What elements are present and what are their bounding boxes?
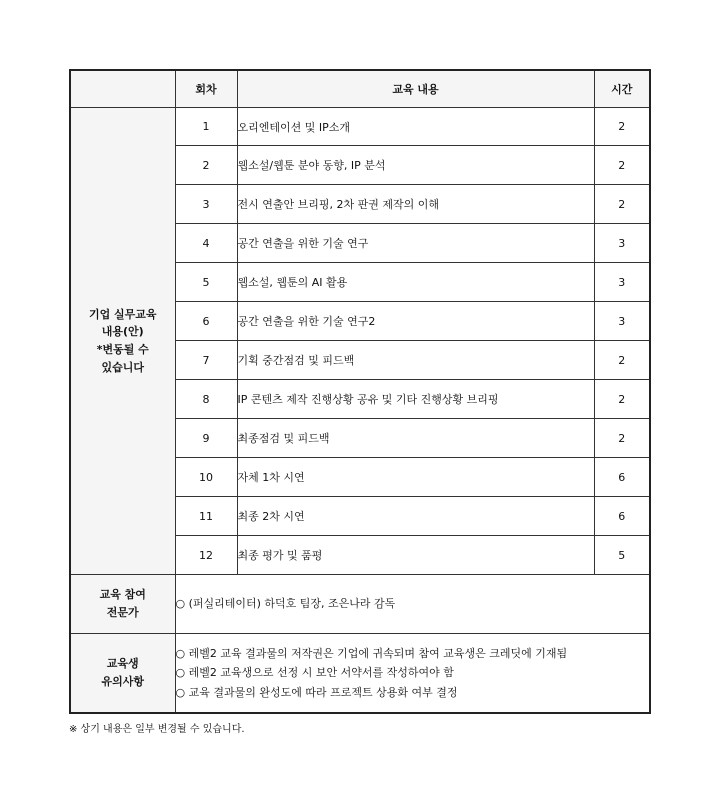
note-item: ○ 레벨2 교육생으로 선정 시 보안 서약서를 작성하여야 함 (175, 666, 454, 680)
row-content: 기획 중간점검 및 피드백 (237, 341, 594, 380)
row-content: 웹소설/웹툰 분야 동향, IP 분석 (237, 146, 594, 185)
row-content: 자체 1차 시연 (237, 458, 594, 497)
side-label-line: 기업 실무교육 (88, 307, 157, 321)
notes-label (70, 634, 175, 714)
expert-text: ○ (퍼실리테이터) 하덕호 팀장, 조은나라 감독 (175, 575, 650, 634)
row-number: 1 (175, 108, 237, 146)
row-content: 공간 연출을 위한 기술 연구 (237, 224, 594, 263)
row-hours: 6 (594, 458, 650, 497)
row-hours: 2 (594, 380, 650, 419)
row-number: 5 (175, 263, 237, 302)
row-number: 11 (175, 497, 237, 536)
notes-label-line: 교육생 (106, 657, 139, 671)
row-hours: 2 (594, 341, 650, 380)
row-content: 공간 연출을 위한 기술 연구2 (237, 302, 594, 341)
row-hours: 2 (594, 419, 650, 458)
row-hours: 3 (594, 224, 650, 263)
notes-row (70, 634, 650, 714)
row-content: 오리엔테이션 및 IP소개 (237, 108, 594, 146)
note-item: ○ 레벨2 교육 결과물의 저작권은 기업에 귀속되며 참여 교육생은 크레딧에 기재됨 (175, 647, 568, 661)
row-number: 4 (175, 224, 237, 263)
notes-label-line: 유의사항 (101, 675, 144, 688)
note-item: ○ 교육 결과물의 완성도에 따라 프로젝트 상용화 여부 결정 (175, 685, 458, 699)
side-label-line: 내용(안) (101, 325, 144, 339)
expert-row (70, 575, 650, 634)
header-hours: 시간 (594, 70, 650, 108)
side-label-line: 있습니다 (101, 360, 144, 374)
row-hours: 6 (594, 497, 650, 536)
row-number: 10 (175, 458, 237, 497)
row-number: 9 (175, 419, 237, 458)
row-number: 3 (175, 185, 237, 224)
row-content: 전시 연출안 브리핑, 2차 판권 제작의 이해 (237, 185, 594, 224)
notes-list (175, 634, 650, 714)
expert-label (70, 575, 175, 634)
row-number: 6 (175, 302, 237, 341)
footnote: ※ 상기 내용은 일부 변경될 수 있습니다. (69, 724, 245, 735)
row-number: 12 (175, 536, 237, 575)
header-round: 회차 (175, 70, 237, 108)
row-hours: 5 (594, 536, 650, 575)
row-content: 최종점검 및 피드백 (237, 419, 594, 458)
row-number: 2 (175, 146, 237, 185)
table-row (70, 108, 650, 146)
expert-label-line: 교육 참여 (99, 588, 146, 602)
row-content: 최종 평가 및 품평 (237, 536, 594, 575)
row-hours: 3 (594, 302, 650, 341)
row-hours: 3 (594, 263, 650, 302)
row-number: 7 (175, 341, 237, 380)
expert-label-line: 전문가 (106, 606, 139, 619)
header-empty-cell (70, 70, 175, 108)
row-hours: 2 (594, 146, 650, 185)
row-number: 8 (175, 380, 237, 419)
header-content: 교육 내용 (237, 70, 594, 108)
education-schedule-table (69, 69, 651, 714)
row-content: IP 콘텐츠 제작 진행상황 공유 및 기타 진행상황 브리핑 (237, 380, 594, 419)
side-label-line: *변동될 수 (96, 343, 149, 356)
corporate-training-label (70, 108, 175, 575)
row-hours: 2 (594, 185, 650, 224)
row-content: 웹소설, 웹툰의 AI 활용 (237, 263, 594, 302)
row-hours: 2 (594, 108, 650, 146)
table-header-row (70, 70, 650, 108)
row-content: 최종 2차 시연 (237, 497, 594, 536)
